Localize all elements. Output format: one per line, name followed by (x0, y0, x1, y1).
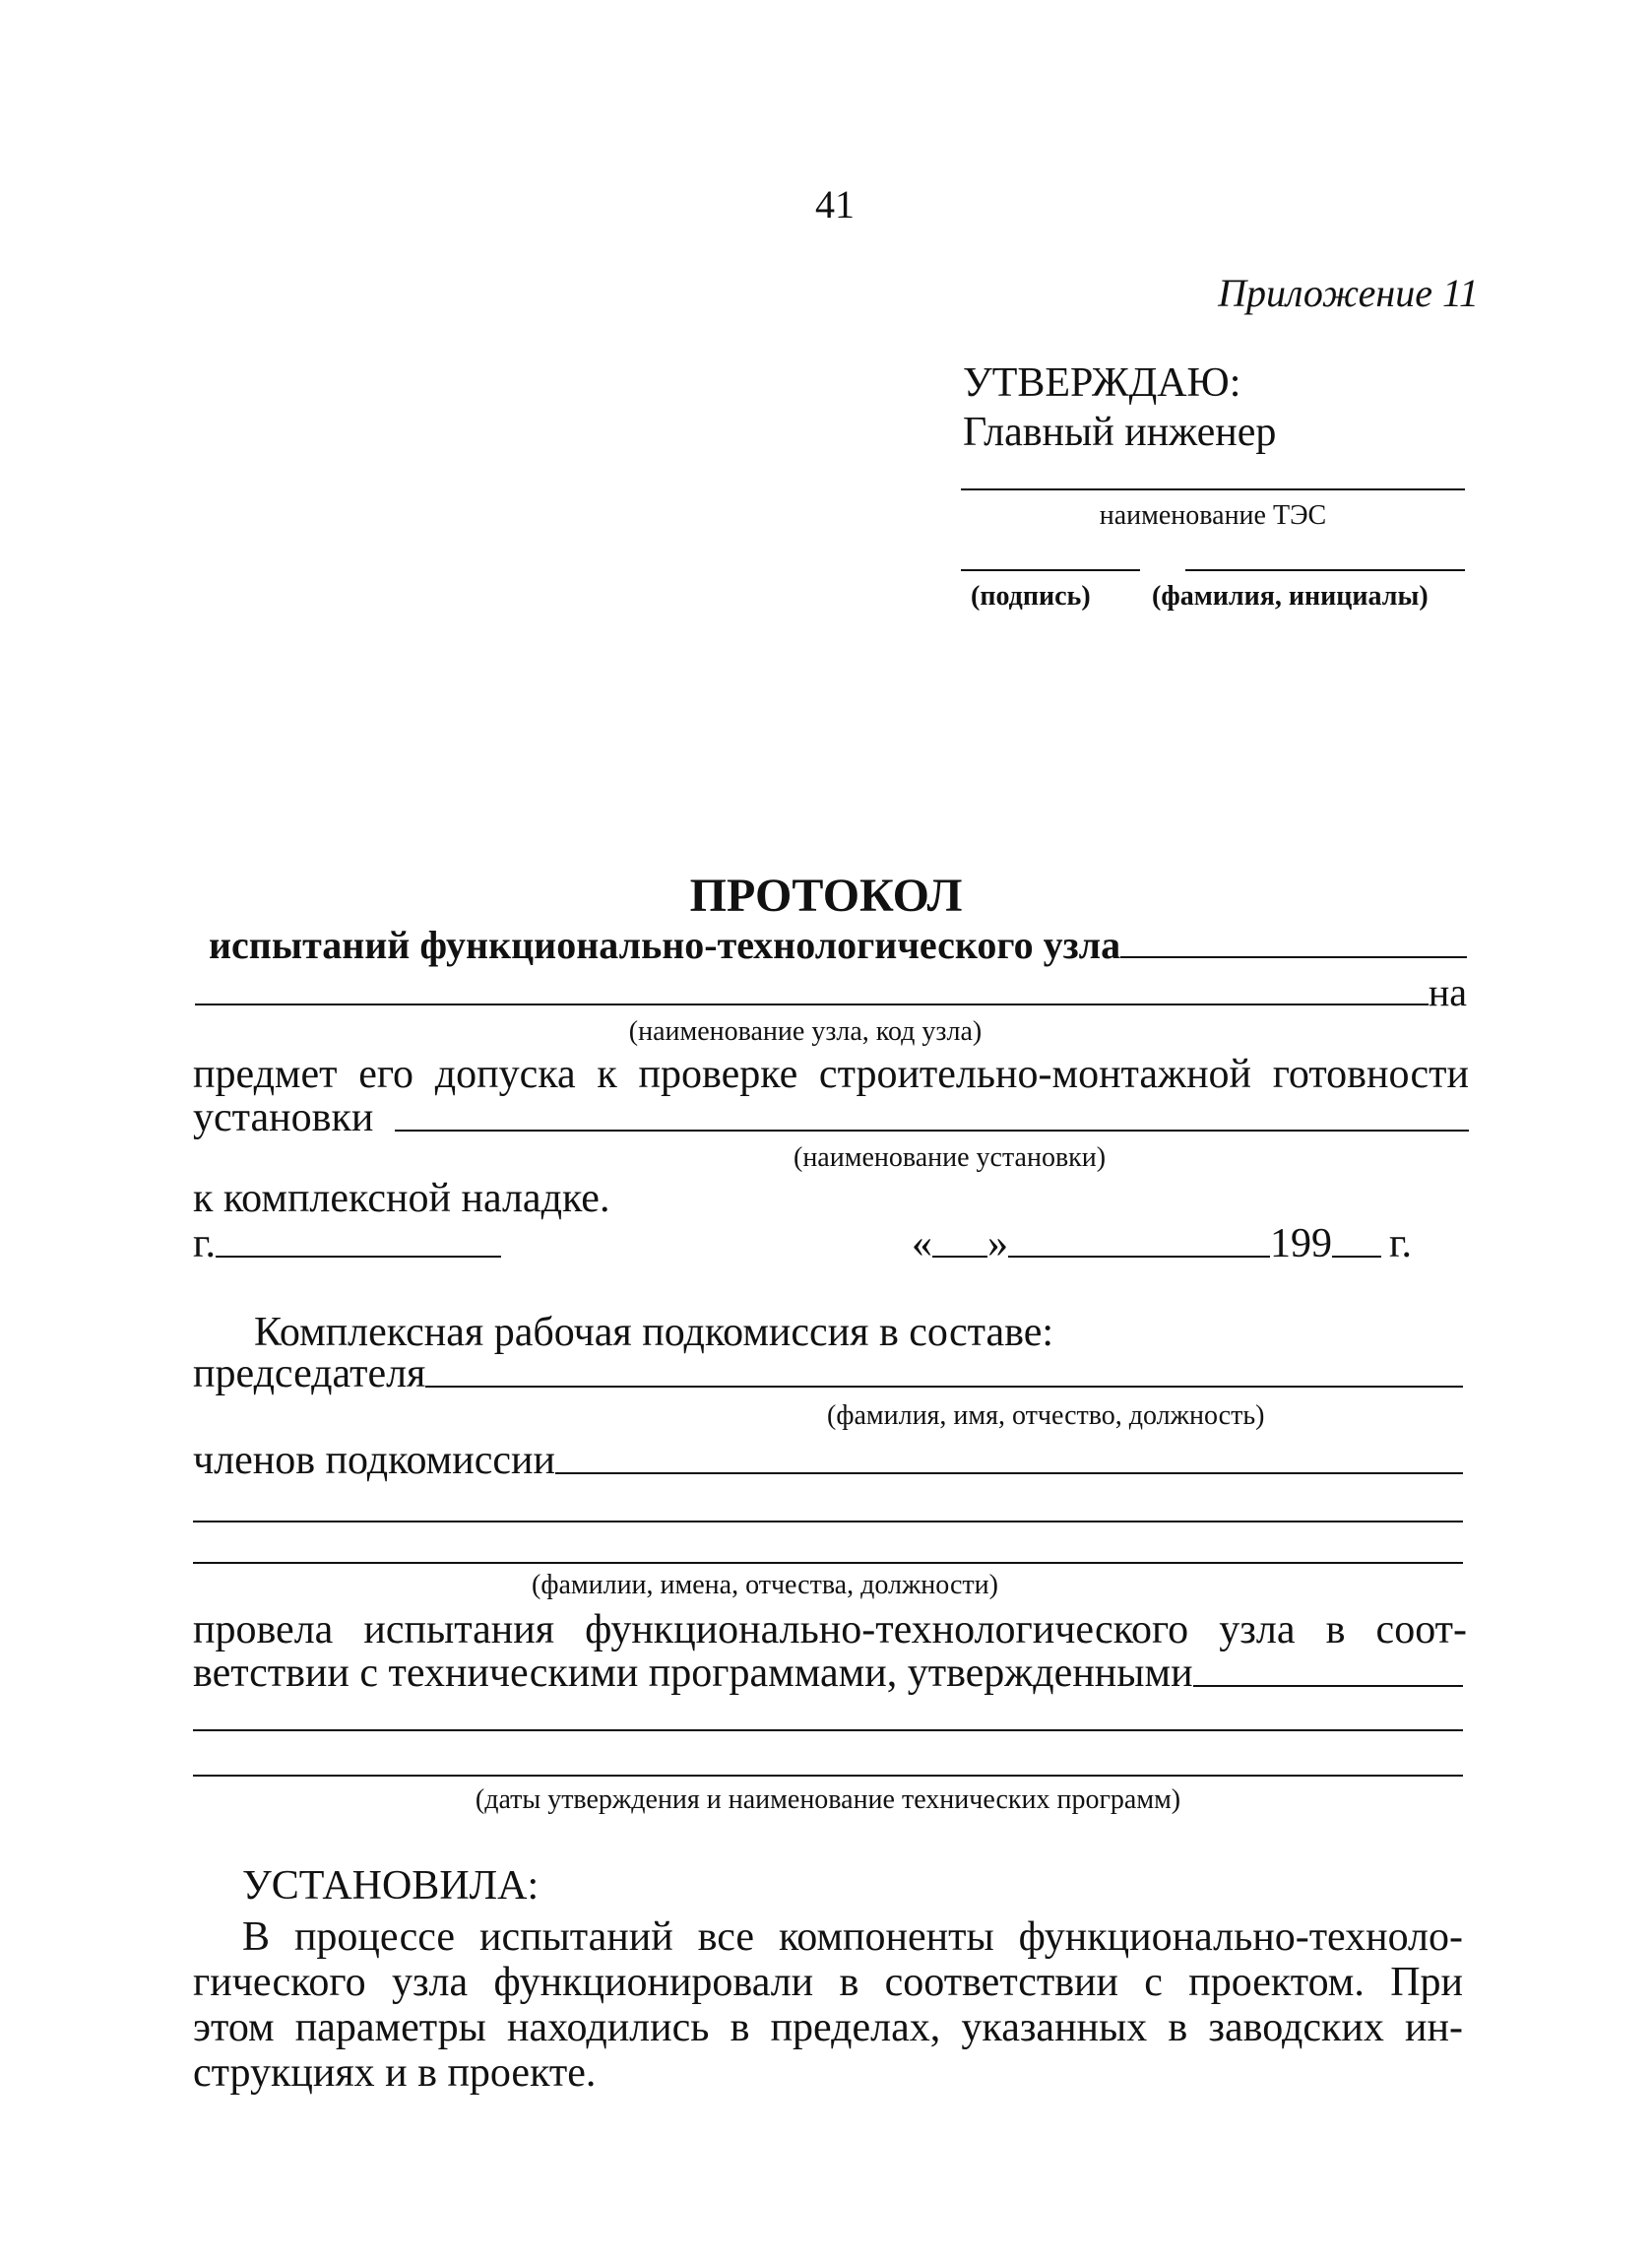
na-text: на (1428, 970, 1467, 1014)
programs-extra-line-2 (193, 1775, 1463, 1777)
installation-blank (395, 1130, 1469, 1132)
node-name-blank (1120, 956, 1467, 958)
findings-line-2: гического узла функционировали в соответствии с проектом. При (193, 1960, 1463, 2005)
signature-line (961, 569, 1140, 571)
findings-line-3: этом параметры находились в пределах, указанных в заводских ин- (193, 2005, 1463, 2050)
conducted-row-2 (193, 1651, 1463, 1696)
node-line-row (195, 971, 1467, 1014)
installation-row (193, 1095, 1469, 1140)
node-code-blank (195, 1004, 1429, 1005)
protocol-subtitle-row (209, 924, 1467, 967)
approval-position: Главный инженер (963, 410, 1277, 455)
year-prefix: 199 (1270, 1221, 1332, 1266)
appendix-label: Приложение 11 (1218, 271, 1479, 315)
findings-heading: УСТАНОВИЛА: (242, 1863, 540, 1909)
chairman-row (193, 1351, 1463, 1396)
approval-heading: УТВЕРЖДАЮ: (963, 360, 1241, 406)
date-quote-open: « (912, 1221, 932, 1266)
chairman-blank (425, 1386, 1463, 1388)
protocol-title: ПРОТОКОЛ (689, 870, 963, 922)
chairman-caption: (фамилия, имя, отчество, должность) (827, 1400, 1265, 1431)
org-name-line (961, 488, 1465, 490)
city-row (193, 1221, 501, 1266)
members-label: членов подкомиссии (193, 1438, 555, 1483)
day-blank (932, 1256, 987, 1258)
programs-caption: (даты утверждения и наименование технических программ) (475, 1784, 1181, 1815)
year-blank (1332, 1256, 1381, 1258)
date-row (912, 1221, 1412, 1266)
name-line (1185, 569, 1465, 571)
conducted-line-1: провела испытания функционально-технологического узла в соот- (193, 1607, 1467, 1652)
installation-label: установки (193, 1095, 374, 1140)
members-extra-line-2 (193, 1562, 1463, 1564)
city-blank (216, 1256, 501, 1258)
node-caption: (наименование узла, код узла) (628, 1016, 983, 1047)
org-name-caption: наименование ТЭС (1099, 500, 1327, 531)
members-extra-line-1 (193, 1521, 1463, 1522)
name-caption: (фамилия, инициалы) (1152, 581, 1429, 612)
date-quote-close: » (987, 1221, 1008, 1266)
to-commissioning: к комплексной наладке. (193, 1176, 610, 1221)
year-suffix: г. (1389, 1221, 1412, 1266)
chairman-label: председателя (193, 1351, 426, 1396)
members-blank (555, 1472, 1463, 1474)
signature-caption: (подпись) (971, 581, 1091, 612)
installation-caption: (наименование установки) (794, 1142, 1107, 1173)
city-label: г. (193, 1221, 216, 1266)
month-blank (1008, 1256, 1270, 1258)
conducted-line-2: ветствии с техническими программами, утвержденными (193, 1651, 1193, 1696)
members-caption: (фамилии, имена, отчества, должности) (532, 1570, 998, 1600)
findings-line-1: В процессе испытаний все компоненты функционально-техноло- (242, 1914, 1463, 1960)
page-number: 41 (815, 182, 855, 227)
protocol-subtitle: испытаний функционально-технологического узла (209, 923, 1121, 967)
findings-line-4: струкциях и в проекте. (193, 2050, 597, 2096)
purpose-line: предмет его допуска к проверке строительно-монтажной готовности (193, 1052, 1469, 1097)
members-row (193, 1438, 1463, 1483)
commission-intro: Комплексная рабочая подкомиссия в составе: (254, 1310, 1054, 1355)
programs-extra-line-1 (193, 1729, 1463, 1731)
programs-blank (1193, 1685, 1463, 1687)
